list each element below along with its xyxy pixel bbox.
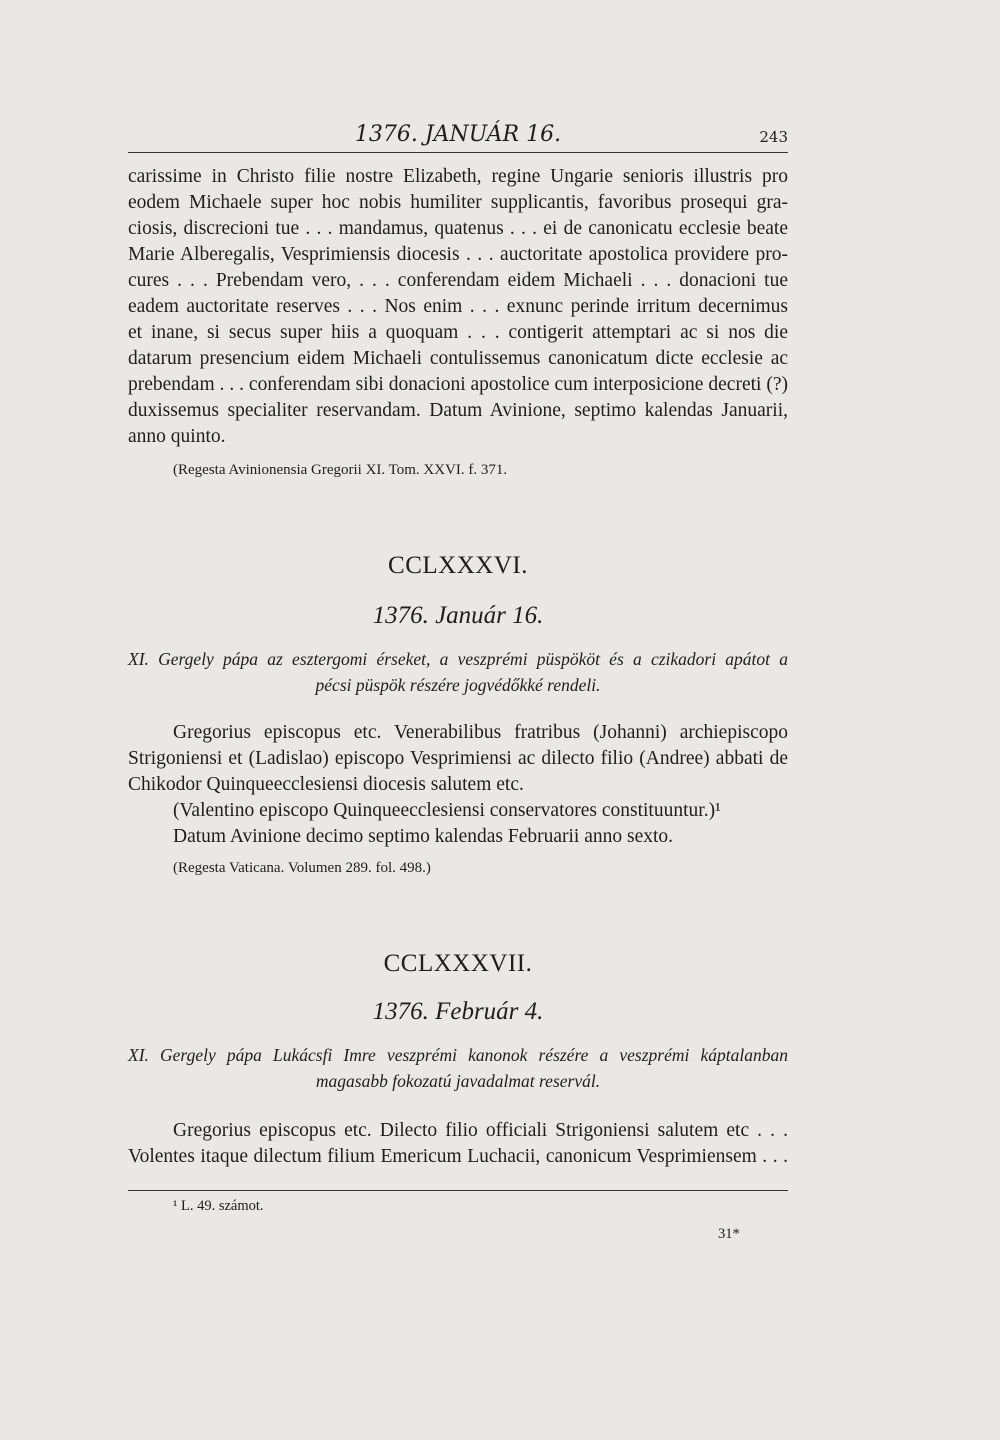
paragraph-body <box>128 1118 788 1170</box>
text-line: duxissemus specialiter reservandam. Datum Avinione, septimo kalendas Januarii, <box>128 400 788 421</box>
document-number: CCLXXXVII. <box>383 950 533 977</box>
page-header <box>128 118 788 153</box>
text-line: Gregorius episcopus etc. Venerabilibus fratribus (Johanni) archiepiscopo <box>173 722 788 743</box>
regest-line: XI. Gergely pápa az esztergomi érseket, a veszprémi püspököt és a czikadori apátot a <box>128 649 788 669</box>
text-line: Datum Avinione decimo septimo kalendas Februarii anno sexto. <box>173 826 674 847</box>
running-title: 1376. JANUÁR 16. <box>354 122 562 147</box>
text-line: cures . . . Prebendam vero, . . . conferendam eidem Michaeli . . . donacioni tue <box>128 270 788 291</box>
text-line: Gregorius episcopus etc. Dilecto filio officiali Strigoniensi salutem etc . . . <box>173 1120 788 1141</box>
text-line: Volentes itaque dilectum filium Emericum Luchacii, canonicum Vesprimiensem . . . <box>128 1146 788 1167</box>
document-regest <box>128 646 788 698</box>
document-date: 1376. Február 4. <box>372 998 544 1025</box>
page-number: 243 <box>759 128 788 146</box>
text-line: ciosis, discrecioni tue . . . mandamus, quatenus . . . ei de canonicatu ecclesie beate <box>128 218 788 239</box>
text-line: carissime in Christo filie nostre Elizabeth, regine Ungarie senioris illustris pro <box>128 166 788 187</box>
source-citation: (Regesta Avinionensia Gregorii XI. Tom. XXVI. f. 371. <box>173 462 508 478</box>
text-line: datarum presencium eidem Michaeli contulissemus canonicatum dicte ecclesie ac <box>128 348 788 369</box>
regest-line: pécsi püspök részére jogvédőkké rendeli. <box>315 675 601 695</box>
text-line: prebendam . . . conferendam sibi donacioni apostolice cum interposicione decreti (?) <box>128 374 788 395</box>
regest-line: XI. Gergely pápa Lukácsfi Imre veszprémi kanonok részére a veszprémi káptalanban <box>128 1045 788 1065</box>
text-line: et inane, si secus super hiis a quoquam . . . contigerit attemptari ac si nos die <box>128 322 788 343</box>
regest-line: magasabb fokozatú javadalmat reservál. <box>315 1071 601 1091</box>
document-number: CCLXXXVI. <box>388 552 528 579</box>
footnote-divider <box>128 1190 788 1191</box>
text-line: eodem Michaele super hoc nobis humiliter supplicantis, favoribus prosequi gra- <box>128 192 788 213</box>
paragraph-continuation <box>128 164 788 450</box>
printer-signature: 31* <box>718 1226 740 1242</box>
document-date: 1376. Január 16. <box>372 602 544 629</box>
paragraph-body <box>128 720 788 850</box>
text-line: anno quinto. <box>128 426 226 447</box>
text-line: eadem auctoritate reserves . . . Nos enim . . . exnunc perinde irritum decernimus <box>128 296 788 317</box>
document-regest <box>128 1042 788 1094</box>
text-line: Strigoniensi et (Ladislao) episcopo Vesprimiensi ac dilecto filio (Andree) abbati de <box>128 748 788 769</box>
text-line: Marie Alberegalis, Vesprimiensis diocesis . . . auctoritate apostolica providere pro- <box>128 244 788 265</box>
text-line: (Valentino episcopo Quinqueecclesiensi conservatores constituuntur.)¹ <box>173 800 721 821</box>
footnote: ¹ L. 49. számot. <box>173 1198 264 1214</box>
text-line: Chikodor Quinqueecclesiensi diocesis salutem etc. <box>128 774 524 795</box>
source-citation: (Regesta Vaticana. Volumen 289. fol. 498.) <box>173 860 431 876</box>
